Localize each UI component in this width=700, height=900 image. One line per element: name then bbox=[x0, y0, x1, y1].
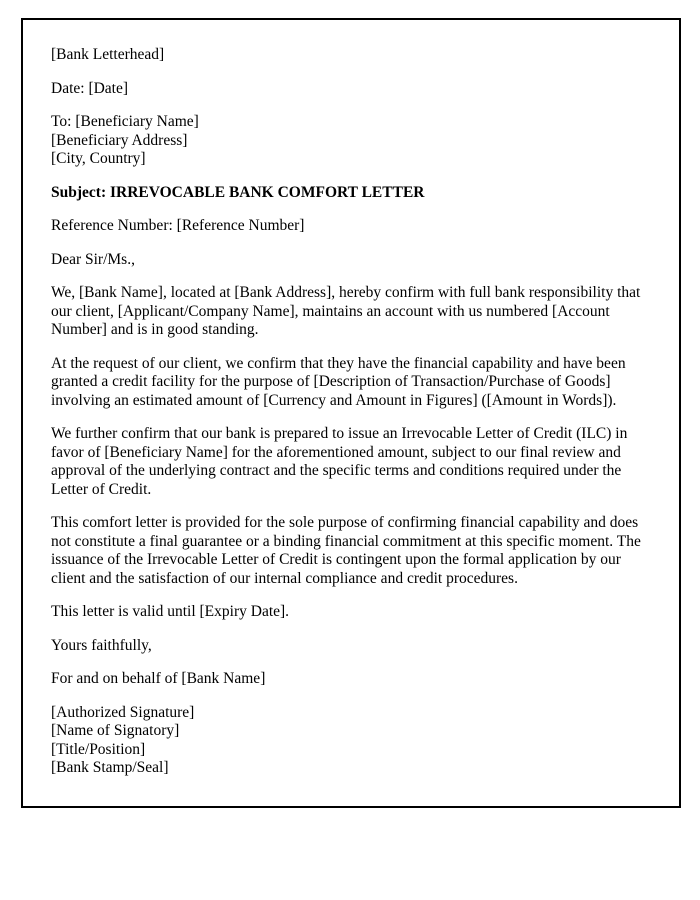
letter-paragraph-2: At the request of our client, we confirm that they have the financial capability and have been granted a credit facility for the purpose of [Description of Transaction/Purchase of Goods] involving an estimated amount of [Currency and Amount in Figures] ([Amount in Words]). bbox=[51, 354, 626, 409]
validity-line: This letter is valid until [Expiry Date]. bbox=[51, 603, 290, 620]
letterhead-placeholder: [Bank Letterhead] bbox=[51, 46, 165, 63]
salutation-line: Dear Sir/Ms., bbox=[51, 250, 135, 268]
recipient-address-line: [Beneficiary Address] bbox=[51, 131, 188, 149]
recipient-block bbox=[51, 113, 651, 169]
letter-paragraph-4: This comfort letter is provided for the sole purpose of confirming financial capability and does not constitute a final guarantee or a binding financial commitment at this specific moment. The issuance of the Irrevocable Letter of Credit is contingent upon the formal application by our client and the satisfaction of our internal compliance and credit procedures. bbox=[51, 514, 641, 587]
signatory-name-line: [Name of Signatory] bbox=[51, 722, 180, 739]
bank-stamp-line: [Bank Stamp/Seal] bbox=[51, 759, 169, 776]
letter-body bbox=[23, 20, 679, 778]
letter-paragraph-3: We further confirm that our bank is prepared to issue an Irrevocable Letter of Credit (ILC) in favor of [Beneficiary Name] for the aforementioned amount, subject to our final review and approval of the underlying contract and the specific terms and conditions required under the Letter of Credit. bbox=[51, 425, 628, 498]
signature-block bbox=[51, 704, 651, 778]
subject-line: Subject: IRREVOCABLE BANK COMFORT LETTER bbox=[51, 183, 425, 201]
reference-line: Reference Number: [Reference Number] bbox=[51, 217, 305, 234]
closing-line: Yours faithfully, bbox=[51, 636, 152, 654]
recipient-name-line: To: [Beneficiary Name] bbox=[51, 113, 199, 130]
on-behalf-line: For and on behalf of [Bank Name] bbox=[51, 670, 266, 687]
title-position-line: [Title/Position] bbox=[51, 740, 146, 758]
date-line: Date: [Date] bbox=[51, 79, 129, 97]
document-page bbox=[21, 18, 681, 808]
recipient-city-line: [City, Country] bbox=[51, 150, 146, 167]
authorized-signature-line: [Authorized Signature] bbox=[51, 703, 195, 721]
letter-paragraph-1: We, [Bank Name], located at [Bank Address], hereby confirm with full bank responsibility that our client, [Applicant/Company Name], maintains an account with us numbered [Account Number] and is in good standing. bbox=[51, 284, 641, 338]
